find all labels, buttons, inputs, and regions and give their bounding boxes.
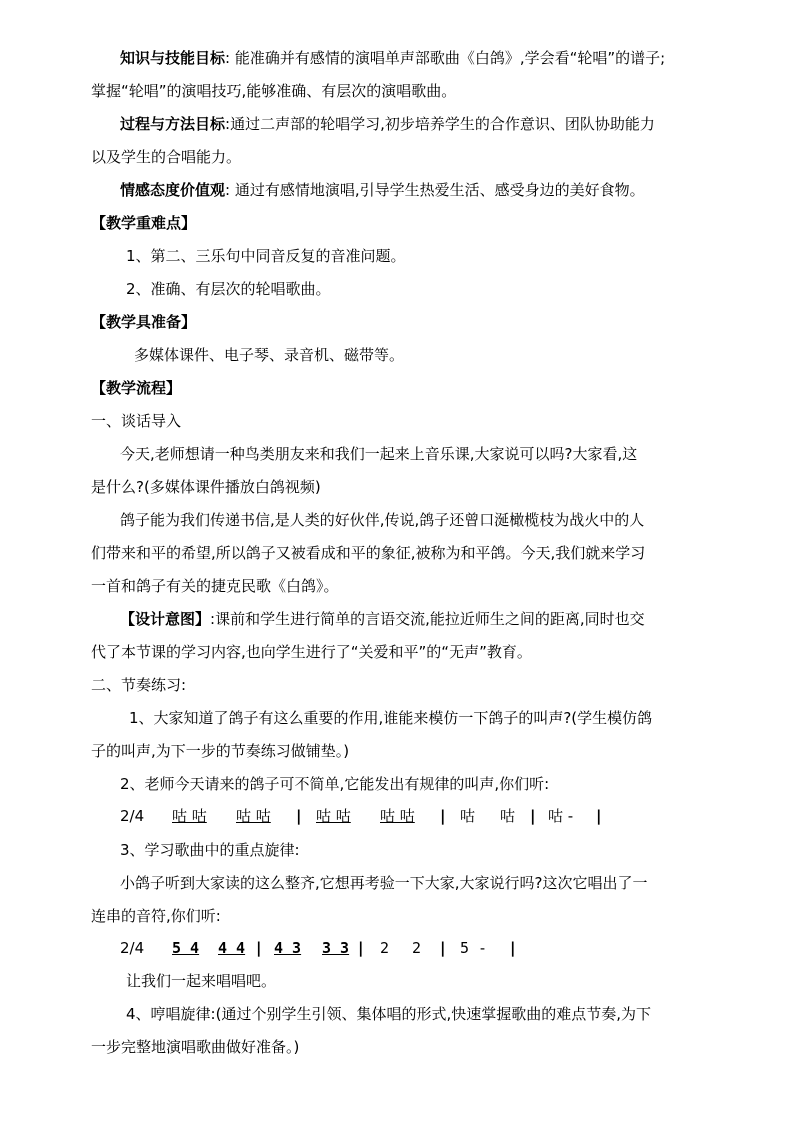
rhythm-barline-4: | [596, 807, 602, 825]
knowledge-goal-text-2: 掌握“轮唱”的演唱技巧,能够准确、有层次的演唱歌曲。 [91, 82, 457, 100]
emotion-goal-line [120, 180, 645, 200]
step1-line2: 子的叫声,为下一步的节奏练习做铺垫。) [91, 742, 350, 760]
part2-title: 二、节奏练习: [91, 676, 187, 694]
materials-heading: 【教学具准备】 [91, 313, 197, 331]
melody-beat-1a: 5 4 [172, 939, 200, 957]
part1-paragraph2-line2: 们带来和平的希望,所以鸽子又被看成和平的象征,被称为和平鸽。今天,我们就来学习 [91, 544, 646, 562]
key-point-item-1: 1、第二、三乐句中同音反复的音准问题。 [126, 247, 406, 265]
step4-line1 [126, 1004, 651, 1024]
flow-heading: 【教学流程】 [91, 379, 182, 397]
part1-paragraph1-line2: 是什么?(多媒体课件播放白鸽视频) [91, 478, 321, 496]
design-intent-line1 [120, 609, 645, 629]
rhythm-beat-2a: 咕 咕 [316, 807, 351, 825]
step4-line2: 一步完整地演唱歌曲做好准备。) [91, 1038, 300, 1056]
part1-paragraph1-line1: 今天,老师想请一种鸟类朋友来和我们一起来上音乐课,大家说可以吗?大家看,这 [120, 445, 638, 463]
process-goal-text-2: 以及学生的合唱能力。 [91, 148, 242, 166]
process-goal-text-1: :通过二声部的轮唱学习,初步培养学生的合作意识、团队协助能力 [225, 115, 655, 133]
melody-barline-3: | [440, 939, 446, 957]
design-intent-text-1: :课前和学生进行简单的言语交流,能拉近师生之间的距离,同时也交 [210, 610, 645, 628]
melody-beat-3a: 2 [380, 939, 390, 957]
process-goal-label: 过程与方法目标 [120, 115, 226, 133]
melody-beat-3b: 2 [412, 939, 422, 957]
rhythm-beat-3a: 咕 [460, 807, 476, 825]
melody-barline-1: | [256, 939, 262, 957]
rhythm-beat-4: 咕 - [548, 807, 574, 825]
key-point-item-2: 2、准确、有层次的轮唱歌曲。 [126, 280, 331, 298]
melody-beat-1b: 4 4 [218, 939, 246, 957]
process-goal-line-1 [120, 114, 655, 134]
key-points-heading: 【教学重难点】 [91, 214, 197, 232]
rhythm-beat-1b: 咕 咕 [236, 807, 271, 825]
step2-text: 2、老师今天请来的鸽子可不简单,它能发出有规律的叫声,你们听: [120, 775, 550, 793]
knowledge-goal-text-1: : 能准确并有感情的演唱单声部歌曲《白鸽》,学会看“轮唱”的谱子; [225, 49, 666, 67]
step3-title: 3、学习歌曲中的重点旋律: [120, 841, 300, 859]
rhythm-meter: 2/4 [120, 807, 145, 825]
part1-title: 一、谈话导入 [91, 412, 182, 430]
materials-text: 多媒体课件、电子琴、录音机、磁带等。 [134, 346, 405, 364]
step1-line1: 1、大家知道了鸽子有这么重要的作用,谁能来模仿一下鸽子的叫声?(学生模仿鸽 [129, 709, 653, 727]
melody-barline-2: | [358, 939, 364, 957]
rhythm-barline-3: | [530, 807, 536, 825]
emotion-goal-text: : 通过有感情地演唱,引导学生热爱生活、感受身边的美好食物。 [225, 181, 645, 199]
melody-beat-2b: 3 3 [322, 939, 350, 957]
knowledge-goal-label: 知识与技能目标 [120, 49, 226, 67]
step3-paragraph-line1: 小鸽子听到大家读的这么整齐,它想再考验一下大家,大家说行吗?这次它唱出了一 [120, 874, 648, 892]
knowledge-goal-line-1 [120, 48, 665, 68]
step3-paragraph-line2: 连串的音符,你们听: [91, 907, 221, 925]
melody-beat-4: 5 - [460, 939, 488, 957]
step4-label: 4、哼唱旋律 [126, 1005, 211, 1023]
part1-paragraph2-line1: 鸽子能为我们传递书信,是人类的好伙伴,传说,鸽子还曾口涎橄榄枝为战火中的人 [120, 511, 645, 529]
melody-beat-2a: 4 3 [274, 939, 302, 957]
rhythm-beat-2b: 咕 咕 [380, 807, 415, 825]
melody-barline-4: | [510, 939, 516, 957]
design-intent-label: 【设计意图】 [120, 610, 211, 628]
rhythm-beat-1a: 咕 咕 [172, 807, 207, 825]
rhythm-barline-2: | [440, 807, 446, 825]
sing-together-text: 让我们一起来唱唱吧。 [126, 972, 277, 990]
rhythm-beat-3b: 咕 [500, 807, 516, 825]
step4-text-1: :(通过个别学生引领、集体唱的形式,快速掌握歌曲的难点节奏,为下 [210, 1005, 651, 1023]
part1-paragraph2-line3: 一首和鸽子有关的捷克民歌《白鸽》。 [91, 577, 339, 595]
melody-meter: 2/4 [120, 939, 145, 957]
emotion-goal-label: 情感态度价值观 [120, 181, 226, 199]
rhythm-barline-1: | [296, 807, 302, 825]
design-intent-text-2: 代了本节课的学习内容,也向学生进行了“关爱和平”的“无声”教育。 [91, 643, 532, 661]
